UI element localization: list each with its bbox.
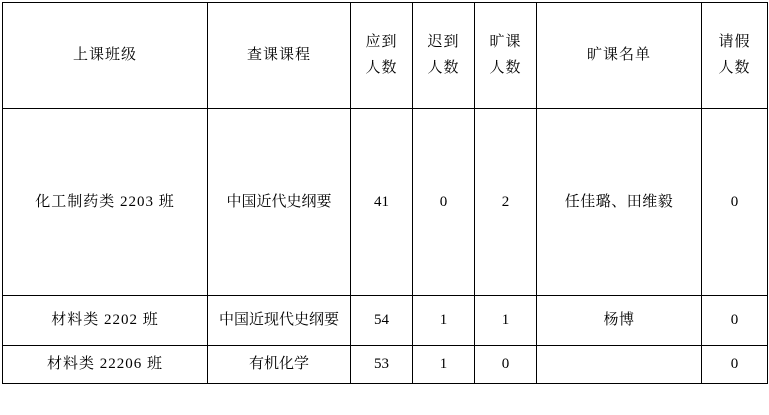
table-body: [3, 109, 768, 384]
column-header-expected-line1: 应到: [365, 34, 398, 50]
column-header-late: [413, 3, 475, 109]
cell-leave: 0: [702, 109, 768, 296]
cell-late: 1: [413, 346, 475, 384]
cell-course: 中国近代史纲要: [208, 109, 351, 296]
column-header-class: 上课班级: [3, 3, 208, 109]
cell-late: 0: [413, 109, 475, 296]
cell-late: 1: [413, 296, 475, 346]
cell-expected: 53: [351, 346, 413, 384]
cell-leave: 0: [702, 346, 768, 384]
column-header-course: 查课课程: [208, 3, 351, 109]
column-header-late-line1: 迟到: [427, 34, 460, 50]
column-header-leave: [702, 3, 768, 109]
cell-class: 材料类 2202 班: [3, 296, 208, 346]
column-header-absent-line1: 旷课: [489, 34, 522, 50]
cell-leave: 0: [702, 296, 768, 346]
attendance-table: [2, 2, 768, 384]
column-header-absent-list: 旷课名单: [537, 3, 702, 109]
cell-absent-list: 任佳璐、田维毅: [537, 109, 702, 296]
document-page: [0, 2, 769, 415]
column-header-absent: [475, 3, 537, 109]
column-header-leave-line2: 人数: [718, 59, 751, 76]
table-header: [3, 3, 768, 109]
column-header-late-line2: 人数: [427, 59, 460, 76]
cell-expected: 54: [351, 296, 413, 346]
column-header-expected: [351, 3, 413, 109]
cell-absent: 2: [475, 109, 537, 296]
cell-class: 材料类 22206 班: [3, 346, 208, 384]
column-header-absent-line2: 人数: [489, 59, 522, 76]
cell-course: 中国近现代史纲要: [208, 296, 351, 346]
cell-course: 有机化学: [208, 346, 351, 384]
cell-absent: 0: [475, 346, 537, 384]
cell-absent-list: [537, 346, 702, 384]
cell-absent-list: 杨博: [537, 296, 702, 346]
table-row: [3, 109, 768, 296]
cell-class: 化工制药类 2203 班: [3, 109, 208, 296]
cell-absent: 1: [475, 296, 537, 346]
table-row: [3, 346, 768, 384]
table-row: [3, 296, 768, 346]
table-header-row: [3, 3, 768, 109]
column-header-expected-line2: 人数: [365, 59, 398, 76]
column-header-leave-line1: 请假: [718, 34, 751, 50]
cell-expected: 41: [351, 109, 413, 296]
